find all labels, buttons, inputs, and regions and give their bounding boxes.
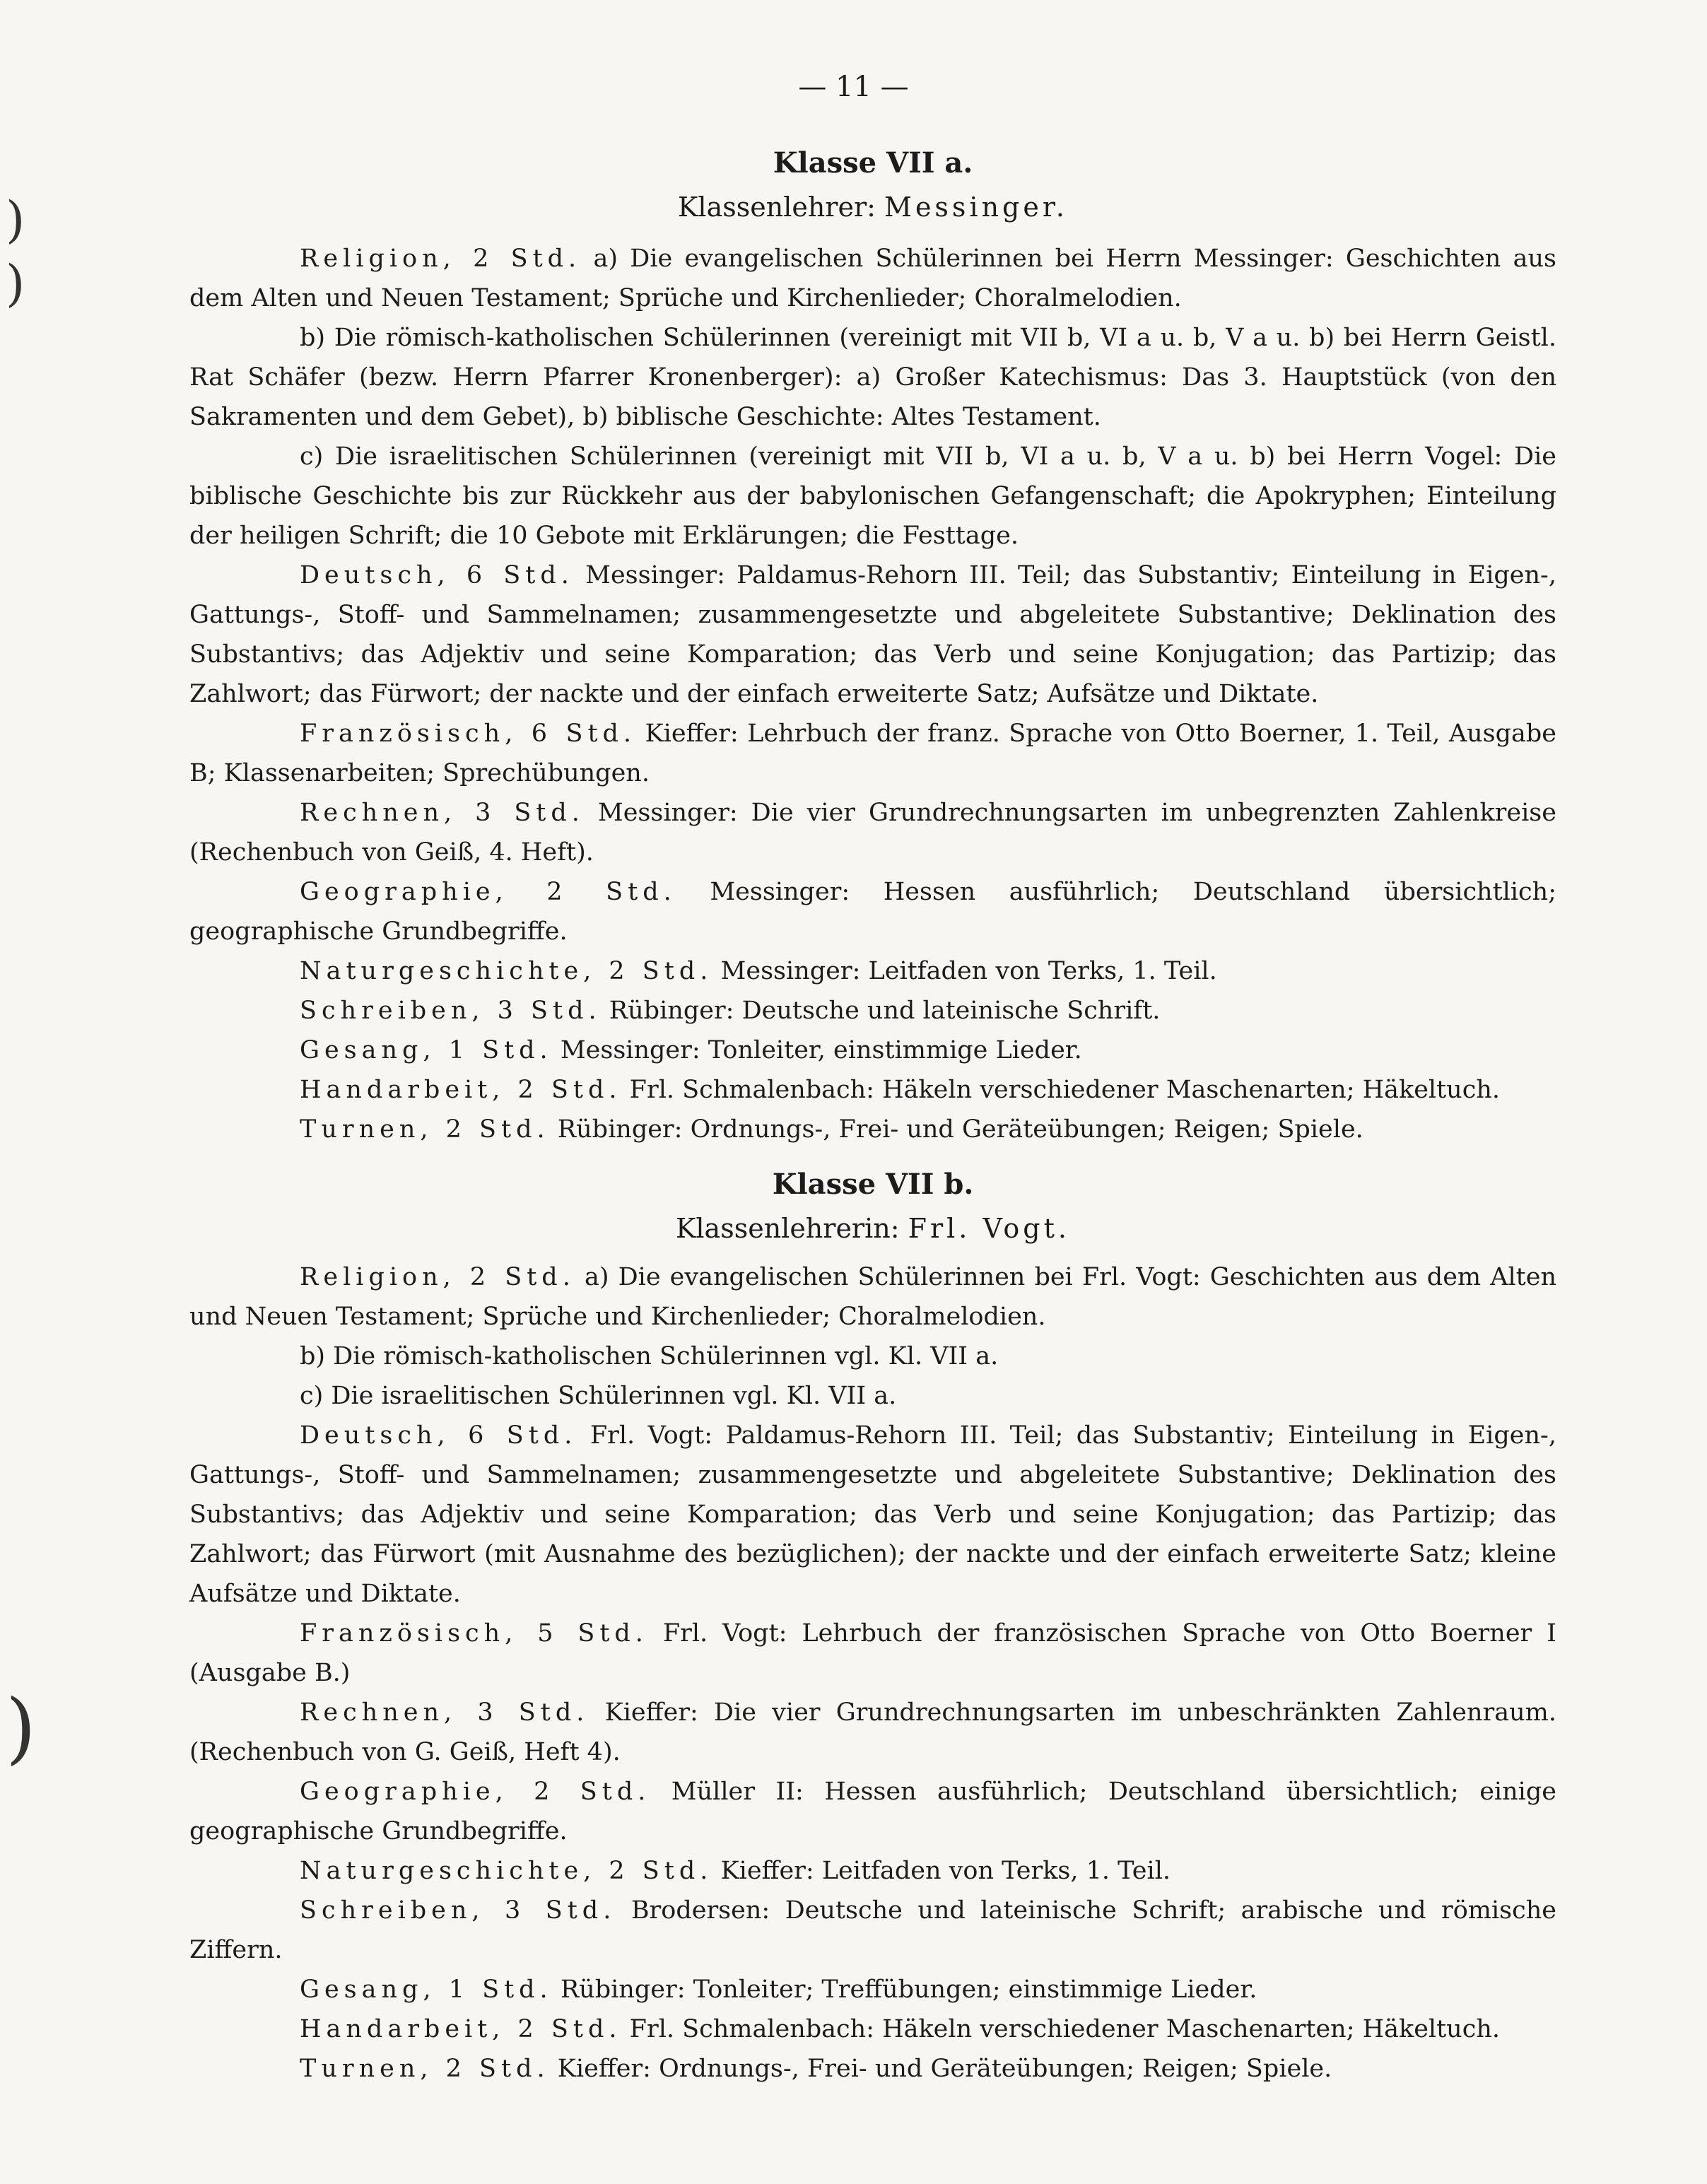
subject-label: Geographie, 2 Std. (300, 878, 676, 906)
subject-schreiben (189, 1891, 1556, 1970)
subject-text: Messinger: Tonleiter, einstimmige Lieder. (560, 1036, 1082, 1064)
subject-text: Brodersen: Deutsche und lateinische Schrift; arabische und römische Ziffern. (189, 1896, 1556, 1964)
subject-handarbeit (189, 1070, 1556, 1110)
subject-franzoesisch (189, 714, 1556, 793)
subject-religion (189, 239, 1556, 318)
subject-deutsch (189, 556, 1556, 714)
religion-part-b: b) Die römisch-katholischen Schülerinnen (vereinigt mit VII b, VI a u. b, V a u. b) bei Herrn Geistl. Rat Schäfer (bezw. Herrn Pfarrer Kronenberger): a) Großer Katechismus: Das 3. Hauptstück (von den Sakramenten und dem Gebet), b) biblische Geschichte: Altes Testament. (189, 324, 1556, 431)
subject-text: Rübinger: Deutsche und lateinische Schrift. (609, 997, 1161, 1025)
subject-text: Rübinger: Ordnungs-, Frei- und Geräteübungen; Reigen; Spiele. (557, 1115, 1363, 1144)
subject-deutsch (189, 1416, 1556, 1614)
subject-text: Kieffer: Ordnungs-, Frei- und Geräteübungen; Reigen; Spiele. (557, 2055, 1332, 2083)
margin-bracket-mark: ) (6, 254, 25, 312)
subject-label: Französisch, 6 Std. (300, 720, 637, 748)
margin-bracket-mark: ) (6, 1682, 36, 1773)
subject-handarbeit (189, 2009, 1556, 2049)
subject-franzoesisch (189, 1614, 1556, 1693)
subject-label: Handarbeit, 2 Std. (300, 1076, 622, 1104)
subject-label: Französisch, 5 Std. (300, 1619, 648, 1648)
subject-schreiben (189, 991, 1556, 1031)
subject-text: Messinger: Paldamus-Rehorn III. Teil; das Substantiv; Einteilung in Eigen-, Gattungs-, Stoff- und Sammelnamen; zusammengesetzte und abgeleitete Substantive; Deklination des Substantivs; das Adjektiv und seine Komparation; das Verb und seine Konjugation; das Partizip; das Zahlwort; das Fürwort; der nackte und der einfach erweiterte Satz; Aufsätze und Diktate. (189, 561, 1556, 708)
subject-text: Messinger: Hessen ausführlich; Deutschland übersichtlich; geographische Grundbegriffe. (189, 878, 1556, 946)
teacher-label: Klassenlehrerin: (676, 1213, 900, 1244)
margin-bracket-mark: ) (6, 191, 25, 249)
subject-text: Frl. Schmalenbach: Häkeln verschiedener Maschenarten; Häkeltuch. (629, 1076, 1500, 1104)
subject-label: Schreiben, 3 Std. (300, 997, 602, 1025)
subject-religion (189, 1257, 1556, 1337)
subject-text: Messinger: Die vier Grundrechnungsarten im unbegrenzten Zahlenkreise (Rechenbuch von Geiß, 4. Heft). (189, 799, 1556, 867)
subject-label: Handarbeit, 2 Std. (300, 2015, 622, 2043)
subject-geographie (189, 1772, 1556, 1851)
religion-part-c: c) Die israelitischen Schülerinnen vgl. Kl. VII a. (300, 1382, 897, 1410)
religion-part-b: b) Die römisch-katholischen Schülerinnen vgl. Kl. VII a. (300, 1342, 999, 1370)
subject-rechnen (189, 793, 1556, 872)
subject-label: Turnen, 2 Std. (300, 1115, 550, 1144)
subject-rechnen (189, 1693, 1556, 1772)
subject-label: Schreiben, 3 Std. (300, 1896, 616, 1925)
class-teacher-line (189, 1207, 1556, 1250)
subject-label: Deutsch, 6 Std. (300, 561, 574, 589)
religion-part-c: c) Die israelitischen Schülerinnen (vereinigt mit VII b, VI a u. b, V a u. b) bei Herrn Vogel: Die biblische Geschichte bis zur Rückkehr aus der babylonischen Gefangenschaft; die Apokryphen; Einteilung der heiligen Schrift; die 10 Gebote mit Erklärungen; die Festtage. (189, 442, 1556, 550)
subject-text: Frl. Vogt: Paldamus-Rehorn III. Teil; das Substantiv; Einteilung in Eigen-, Gattungs-, Stoff- und Sammelnamen; zusammengesetzte und abgeleitete Substantive; Deklination des Substantivs; das Adjektiv und seine Komparation; das Verb und seine Konjugation; das Partizip; das Zahlwort; das Fürwort (mit Ausnahme des bezüglichen); der nackte und der einfach erweiterte Satz; kleine Aufsätze und Diktate. (189, 1421, 1556, 1608)
class-title: Klasse VII b. (772, 1168, 974, 1201)
subject-turnen (189, 1110, 1556, 1149)
teacher-label: Klassenlehrer: (678, 192, 876, 223)
subject-text: a) Die evangelischen Schülerinnen bei Herrn Messinger: Geschichten aus dem Alten und Neuen Testament; Sprüche und Kirchenlieder; Choralmelodien. (189, 245, 1556, 312)
class-title: Klasse VII a. (773, 146, 973, 180)
subject-label: Naturgeschichte, 2 Std. (300, 1857, 713, 1885)
subject-gesang (189, 1031, 1556, 1070)
subject-naturgeschichte (189, 951, 1556, 991)
subject-gesang (189, 1970, 1556, 2009)
page-number: — 11 — (798, 71, 909, 103)
class-teacher-line (189, 185, 1556, 229)
subject-text: Kieffer: Lehrbuch der franz. Sprache von Otto Boerner, 1. Teil, Ausgabe B; Klassenarbeiten; Sprechübungen. (189, 720, 1556, 787)
section-klasse-7a (189, 141, 1556, 1149)
subject-label: Deutsch, 6 Std. (300, 1421, 577, 1450)
subject-label: Geographie, 2 Std. (300, 1778, 651, 1806)
subject-label: Gesang, 1 Std. (300, 1036, 553, 1064)
subject-label: Rechnen, 3 Std. (300, 799, 585, 827)
subject-text: Messinger: Leitfaden von Terks, 1. Teil. (720, 957, 1217, 985)
teacher-name: Messinger. (884, 192, 1068, 223)
subject-label: Gesang, 1 Std. (300, 1975, 553, 2004)
subject-naturgeschichte (189, 1851, 1556, 1891)
subject-text: Frl. Schmalenbach: Häkeln verschiedener Maschenarten; Häkeltuch. (629, 2015, 1500, 2043)
subject-geographie (189, 872, 1556, 951)
subject-label: Rechnen, 3 Std. (300, 1698, 589, 1727)
subject-text: Kieffer: Die vier Grundrechnungsarten im unbeschränkten Zahlenraum. (Rechenbuch von G. Geiß, Heft 4). (189, 1698, 1556, 1766)
subject-turnen (189, 2049, 1556, 2089)
subject-text: Müller II: Hessen ausführlich; Deutschland übersichtlich; einige geographische Grundbegriffe. (189, 1778, 1556, 1845)
subject-text: Frl. Vogt: Lehrbuch der französischen Sprache von Otto Boerner I (Ausgabe B.) (189, 1619, 1556, 1687)
teacher-name: Frl. Vogt. (908, 1213, 1070, 1244)
subject-label: Religion, 2 Std. (300, 245, 582, 273)
subject-label: Turnen, 2 Std. (300, 2055, 550, 2083)
subject-text: Rübinger: Tonleiter; Treffübungen; einstimmige Lieder. (560, 1975, 1257, 2004)
subject-text: Kieffer: Leitfaden von Terks, 1. Teil. (720, 1857, 1171, 1885)
subject-label: Religion, 2 Std. (300, 1263, 575, 1291)
subject-label: Naturgeschichte, 2 Std. (300, 957, 713, 985)
section-klasse-7b (189, 1163, 1556, 2089)
subject-text: a) Die evangelischen Schülerinnen bei Frl. Vogt: Geschichten aus dem Alten und Neuen Testament; Sprüche und Kirchenlieder; Choralmelodien. (189, 1263, 1556, 1331)
